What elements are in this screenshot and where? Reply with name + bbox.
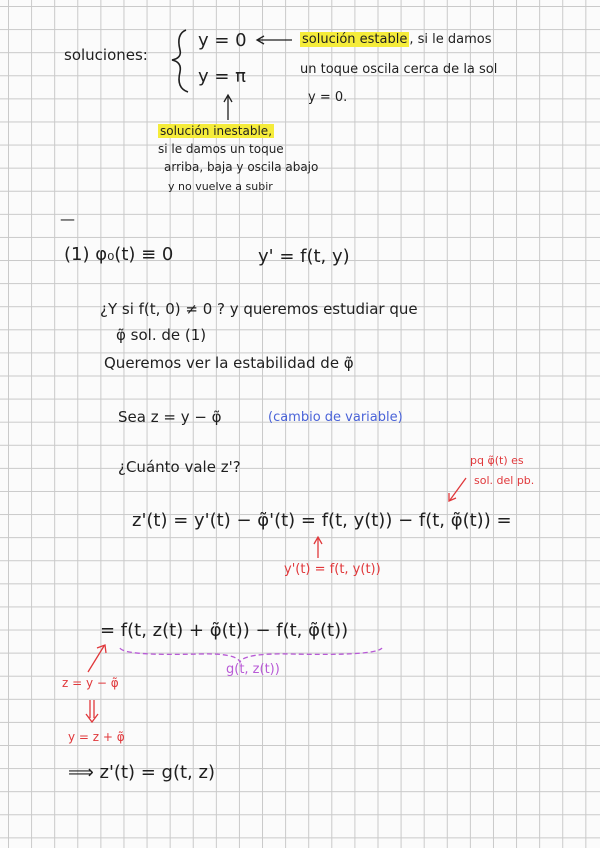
red-note-line2: sol. del pb. <box>474 474 535 487</box>
equation-g: = f(t, z(t) + φ̃(t)) − f(t, φ̃(t)) <box>100 620 349 641</box>
cuanto-vale: ¿Cuánto vale z'? <box>118 458 241 476</box>
section-separator: — <box>60 210 75 228</box>
eq-ode: y' = f(t, y) <box>258 246 350 267</box>
stable-note-line2: un toque oscila cerca de la sol <box>300 62 498 77</box>
unstable-note-line3: arriba, baja y oscila abajo <box>164 160 319 174</box>
equation-zprime: z'(t) = y'(t) − φ̃'(t) = f(t, y(t)) − f(t, φ̃(t)) = <box>132 510 512 531</box>
question-line1: ¿Y si f(t, 0) ≠ 0 ? y queremos estudiar que <box>100 300 418 318</box>
red-y-def: y = z + φ̃ <box>68 730 125 744</box>
stable-highlight: solución estable <box>302 32 408 47</box>
eq-phi0: (1) φ₀(t) ≡ 0 <box>64 244 174 265</box>
unstable-highlight: solución inestable, <box>160 124 273 138</box>
unstable-note-line4: y no vuelve a subir <box>168 180 273 193</box>
solution-ypi: y = π <box>198 66 247 87</box>
red-note-line1: pq φ̃(t) es <box>470 454 524 467</box>
unstable-note-line2: si le damos un toque <box>158 142 284 156</box>
final-equation: ⟹ z'(t) = g(t, z) <box>68 762 215 783</box>
question-line2: φ̃ sol. de (1) <box>116 326 207 344</box>
red-yprime: y'(t) = f(t, y(t)) <box>284 562 381 577</box>
cambio-de-variable: (cambio de variable) <box>268 410 403 425</box>
red-z-def: z = y − φ̃ <box>62 676 119 690</box>
question-line3: Queremos ver la estabilidad de φ̃ <box>104 354 354 372</box>
sea-line: Sea z = y − φ̃ <box>118 408 222 426</box>
solution-y0: y = 0 <box>198 30 247 51</box>
stable-note-line3: y = 0. <box>308 90 348 105</box>
stable-rest1: , si le damos <box>409 32 492 47</box>
purple-g-label: g(t, z(t)) <box>226 662 280 677</box>
soluciones-label: soluciones: <box>64 46 148 64</box>
